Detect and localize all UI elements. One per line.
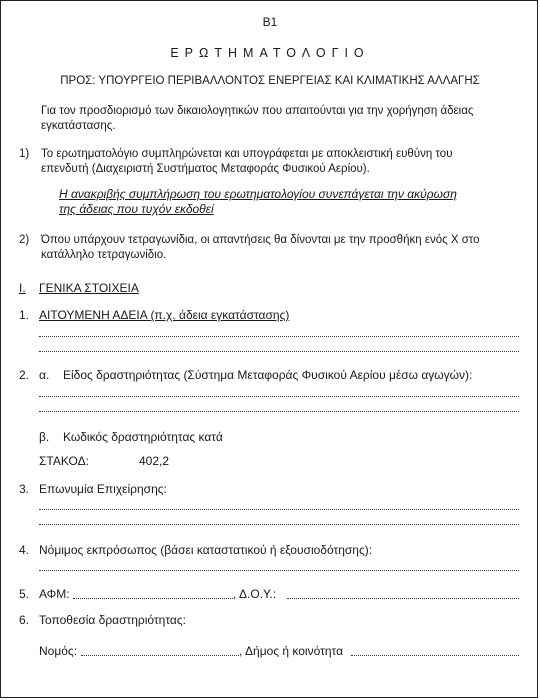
recipient-line: ΠΡΟΣ: ΥΠΟΥΡΓΕΙΟ ΠΕΡΙΒΑΛΛΟΝΤΟΣ ΕΝΕΡΓΕΙΑΣ ΚΑΙ ΚΛΙΜΑΤΙΚΗΣ ΑΛΛΑΓΗΣ <box>60 75 480 87</box>
nomos-dotted-field[interactable] <box>81 655 239 656</box>
field-2-number: 2. <box>19 368 30 382</box>
dimos-label: , Δήμος ή κοινότητα <box>239 644 344 658</box>
field-1-dotted-line-1[interactable] <box>39 335 519 337</box>
stakod-label: ΣΤΑΚΟΔ: <box>39 454 89 468</box>
afm-label: ΑΦΜ: <box>39 587 70 601</box>
field-1-dotted-line-2[interactable] <box>39 350 519 352</box>
doy-dotted-field[interactable] <box>287 598 519 599</box>
afm-dotted-field[interactable] <box>73 598 233 599</box>
field-2a-sub: α. <box>39 368 50 382</box>
field-3-dotted-line-2[interactable] <box>39 523 519 525</box>
field-2b-label: Κωδικός δραστηριότητας κατά <box>63 430 223 444</box>
field-2a-dotted-line-1[interactable] <box>39 395 519 397</box>
field-5-number: 5. <box>19 587 30 601</box>
field-2b-sub: β. <box>39 430 50 444</box>
section-number: Ι. <box>19 281 26 295</box>
note-1-number: 1) <box>19 148 30 160</box>
field-1-number: 1. <box>19 308 30 322</box>
field-4-number: 4. <box>19 543 30 557</box>
warning-line-1: Η ανακριβής συμπλήρωση του ερωτηματολογίου συνεπάγεται την ακύρωση <box>59 187 457 201</box>
field-3-dotted-line-1[interactable] <box>39 508 519 510</box>
field-3-number: 3. <box>19 482 30 496</box>
note-1-line-1: Το ερωτηματολόγιο συμπληρώνεται και υπογράφεται με αποκλειστική ευθύνη του <box>41 148 453 160</box>
note-1-line-2: επενδυτή (Διαχειριστή Συστήματος Μεταφοράς Φυσικού Αερίου). <box>41 163 370 175</box>
field-2a-label: Είδος δραστηριότητας (Σύστημα Μεταφοράς Φυσικού Αερίου μέσω αγωγών): <box>63 368 473 382</box>
field-2a-dotted-line-2[interactable] <box>39 410 519 412</box>
nomos-label: Νομός: <box>39 644 78 658</box>
warning-line-2: της άδειας που τυχόν εκδοθεί <box>59 202 214 216</box>
intro-line-2: εγκατάστασης. <box>41 120 116 132</box>
doy-label: , Δ.Ο.Υ.: <box>233 587 277 601</box>
form-title: ΕΡΩΤΗΜΑΤΟΛΟΓΙΟ <box>170 46 370 60</box>
field-6-number: 6. <box>19 613 30 627</box>
form-code: B1 <box>262 15 278 29</box>
stakod-value: 402,2 <box>139 454 170 468</box>
field-1-label: ΑΙΤΟΥΜΕΝΗ ΑΔΕΙΑ (π.χ. άδεια εγκατάστασης) <box>39 308 290 322</box>
note-2-line-2: κατάλληλο τετραγωνίδιο. <box>41 249 167 261</box>
dimos-dotted-field[interactable] <box>351 655 519 656</box>
note-2-number: 2) <box>19 234 30 246</box>
field-4-dotted-line[interactable] <box>39 569 519 571</box>
field-3-label: Επωνυμία Επιχείρησης: <box>39 482 167 496</box>
intro-line-1: Για τον προσδιορισμό των δικαιολογητικών που απαιτούνται για την χορήγηση άδειας <box>41 105 474 117</box>
section-title: ΓΕΝΙΚΑ ΣΤΟΙΧΕΙΑ <box>39 281 139 295</box>
note-2-line-1: Όπου υπάρχουν τετραγωνίδια, οι απαντήσεις θα δίνονται με την προσθήκη ενός Χ στο <box>41 234 480 246</box>
field-6-label: Τοποθεσία δραστηριότητας: <box>39 613 186 627</box>
field-4-label: Νόμιμος εκπρόσωπος (βάσει καταστατικού ή εξουσιοδότησης): <box>39 543 373 557</box>
